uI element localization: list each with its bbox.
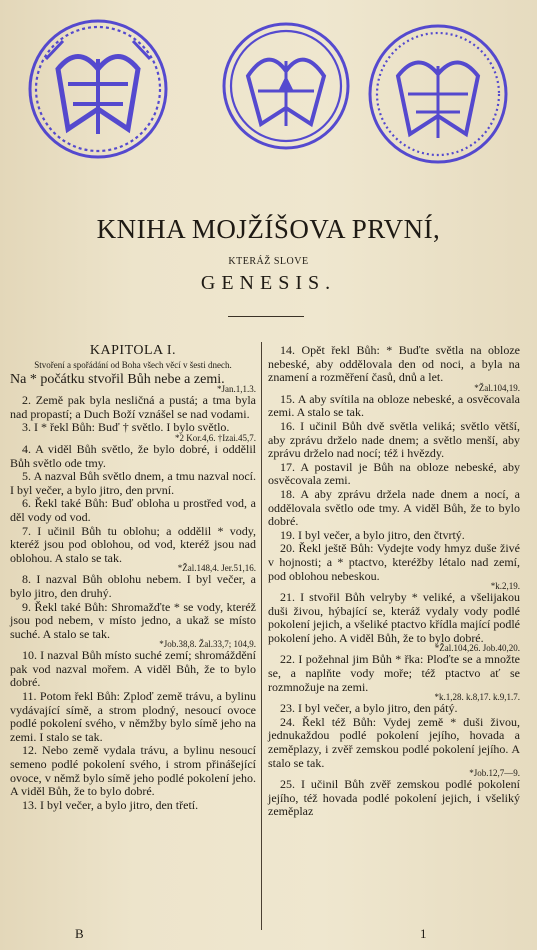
verse-list-right — [268, 344, 520, 819]
signature-mark: B — [75, 926, 84, 941]
verse: Na * počátku stvořil Bůh nebe a zemi. — [10, 371, 225, 387]
right-column — [268, 344, 520, 819]
verse-list-left — [10, 373, 256, 813]
verse: 24. Řekl též Bůh: Vydej země * duši živou, jednukaždou podlé pokolení jejího, hovada a zeměplazy, i zvěř zemskou podlé pokolení jejího. A stalo se tak. — [268, 714, 520, 770]
book-subtitle: KTERÁŽ SLOVE — [228, 256, 309, 267]
verse: 10. I nazval Bůh místo suché zemí; shromáždění pak vod nazval mořem. A viděl Bůh, že to bylo dobré. — [10, 648, 256, 690]
verse: 13. I byl večer, a bylo jitro, den třetí. — [22, 797, 199, 812]
verse-reference: *k.1,28. k.8,17. k.9,1.7. — [434, 692, 520, 703]
verse: 8. I nazval Bůh oblohu nebem. I byl večer, a bylo jitro, den druhý. — [10, 572, 256, 600]
verse: 11. Potom řekl Bůh: Zploď země trávu, a bylinu vydávající símě, a strom plodný, nesoucí ovoce podlé pokolení svého, v němžby bylo símě jeho na zemi. I stalo se tak. — [10, 689, 256, 744]
verse: 5. A nazval Bůh světlo dnem, a tmu nazval nocí. I byl večer, a bylo jitro, den první. — [10, 469, 256, 497]
verse-reference: *Žal.104,19. — [474, 382, 520, 393]
library-stamps — [18, 14, 508, 169]
verse: 16. I učinil Bůh dvě světla veliká; světlo větší, aby zprávu drželo nade dnem; a světlo menší, aby zprávu drželo nad nocí; též i hvězdy. — [268, 418, 520, 461]
verse: 2. Země pak byla nesličná a pustá; a tma byla nad propastí; a Duch Boží vznášel se nad vodami. — [10, 393, 256, 421]
page-number: 1 — [420, 926, 427, 941]
book-name: GENESIS. — [200, 272, 337, 294]
verse-reference: *Job.38,8. Žal.33,7; 104,9. — [159, 639, 256, 650]
verse: 20. Řekl ještě Bůh: Vydejte vody hmyz duše živé v hojnosti; a * ptactvo, kteréžby létalo nad zemí, pod oblohou nebeskou. — [268, 541, 520, 583]
verse: 22. I požehnal jim Bůh * řka: Ploďte se a množte se, a naplňte vody moře; též ptactvo ať se rozmnožuje na zemi. — [268, 652, 520, 694]
verse-reference: *Jan.1,1.3. — [217, 384, 256, 395]
verse-reference: *k.2,19. — [490, 581, 520, 592]
verse: 9. Řekl také Bůh: Shromažďte * se vody, kteréž jsou pod nebem, v místo jedno, a ukaž se místo suché. A stalo se tak. — [10, 599, 256, 641]
verse-reference: *Job.12,7—9. — [469, 768, 520, 779]
verse: 21. I stvořil Bůh velryby * veliké, a všelijakou duši živou, hýbající se, kteráž vydaly vody podlé pokolení jejich, a všeliké ptactvo křídla mající podlé pokolení jeho. A viděl Bůh, že to bylo dobré. — [268, 590, 520, 645]
title-divider — [228, 316, 304, 317]
verse: 6. Řekl také Bůh: Buď obloha u prostřed vod, a děl vody od vod. — [10, 496, 256, 524]
verse: 18. A aby zprávu držela nade dnem a nocí, a oddělovala světlo ode tmy. A viděl Bůh, že to bylo dobré. — [268, 486, 520, 529]
verse-reference: *2 Kor.4,6. †Izai.45,7. — [175, 432, 256, 443]
verse: 7. I učinil Bůh tu oblohu; a oddělil * vody, kteréž jsou pod oblohou, od vod, kteréž jsou nad oblohou. A stalo se tak. — [10, 523, 256, 565]
chapter-heading: KAPITOLA I. — [89, 343, 177, 358]
verse: 14. Opět řekl Bůh: * Buďte světla na obloze nebeské, aby oddělovala den od noci, a byla na znamení a rozměření časů, dnů a let. — [268, 343, 520, 385]
verse: 19. I byl večer, a bylo jitro, den čtvrtý. — [280, 527, 465, 542]
left-column — [10, 344, 256, 812]
verse: 3. I * řekl Bůh: Buď † světlo. I bylo světlo. — [22, 420, 230, 435]
book-title: KNIHA MOJŽÍŠOVA PRVNÍ, — [96, 214, 441, 244]
verse-reference: *Žal.104,26. Job.40,20. — [434, 643, 520, 654]
chapter-summary: Stvoření a spořádání od Boha všech věcí v šesti dnech. — [34, 359, 232, 370]
stamp-seal-3 — [370, 26, 506, 162]
verse: 25. I učinil Bůh zvěř zemskou podlé pokolení jejího, též hovada podlé pokolení jejich, i všeliký zeměplaz — [268, 777, 520, 819]
verse: 15. A aby svítila na obloze nebeské, a osvěcovala zemi. A stalo se tak. — [268, 391, 520, 420]
verse: 4. A viděl Bůh světlo, že bylo dobré, i oddělil Bůh světlo ode tmy. — [10, 441, 256, 470]
verse: 23. I byl večer, a bylo jitro, den pátý. — [280, 701, 458, 716]
stamp-seal-1 — [30, 21, 166, 157]
verse: 17. A postavil je Bůh na obloze nebeské, aby osvěcovala zemi. — [268, 459, 520, 488]
verse-reference: *Žal.148,4. Jer.51,16. — [177, 563, 256, 574]
column-divider — [261, 342, 262, 930]
verse: 12. Nebo země vydala trávu, a bylinu nesoucí semeno podlé pokolení svého, i strom přinášející ovoce, v němž bylo símě jeho podlé pokolení jeho. A viděl Bůh, že to bylo dobré. — [10, 743, 256, 799]
stamp-seal-2 — [224, 24, 348, 148]
